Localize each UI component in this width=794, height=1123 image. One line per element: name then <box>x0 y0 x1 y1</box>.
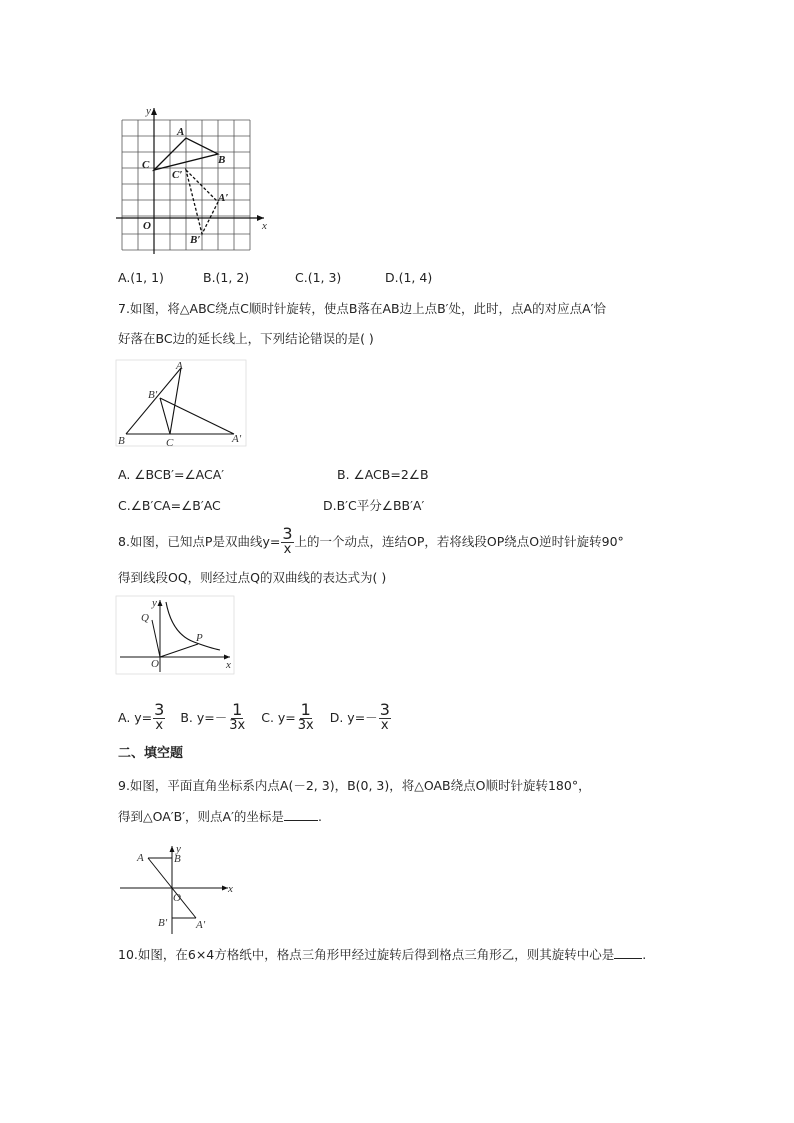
q8-option-a <box>118 702 166 733</box>
q6-label-o: O <box>143 220 151 232</box>
q9-answer-blank[interactable] <box>284 808 318 821</box>
q8-option-d <box>330 702 392 733</box>
q8-option-c-num: 1 <box>300 700 311 719</box>
q8-fraction-num: 3 <box>282 524 293 543</box>
q9-label-b: B <box>174 853 181 865</box>
q6-option-b: B.(1, 2) <box>203 270 250 285</box>
q7-label-c: C <box>166 437 174 449</box>
q8-line1-prefix: 8.如图，已知点P是双曲线y= <box>118 533 281 549</box>
q6-label-b-prime: B′ <box>190 234 201 246</box>
q8-option-c-den: 3x <box>297 718 314 733</box>
q8-line1 <box>118 526 624 557</box>
q9-label-a: A <box>137 852 144 864</box>
q8-option-d-den: x <box>380 718 389 733</box>
q9-label-x: x <box>228 883 233 895</box>
q8-option-a-fraction <box>153 702 165 733</box>
q6-option-a: A.(1, 1) <box>118 270 164 285</box>
q8-line2: 得到线段OQ，则经过点Q的双曲线的表达式为( ) <box>118 570 387 585</box>
q8-line1-suffix: 上的一个动点，连结OP，若将线段OP绕点O逆时针旋转90° <box>294 533 624 549</box>
q6-label-a: A <box>177 126 185 138</box>
q9-coordinate-figure <box>114 842 240 938</box>
q8-fraction <box>281 526 293 557</box>
q8-option-a-num: 3 <box>154 700 165 719</box>
q8-option-a-prefix: A. y= <box>118 709 153 725</box>
q9-label-o: O <box>173 892 181 904</box>
q7-line2: 好落在BC边的延长线上，下列结论错误的是( ) <box>118 331 374 346</box>
q9-label-y: y <box>176 843 181 855</box>
q8-options <box>118 702 392 733</box>
q9-label-a-prime: A′ <box>196 919 206 931</box>
q8-option-c <box>261 702 316 733</box>
q10-answer-blank[interactable] <box>614 946 642 959</box>
q7-triangle-figure <box>114 358 254 450</box>
q8-option-b-den: 3x <box>229 718 246 733</box>
q9-line2-end: . <box>317 809 322 824</box>
q7-option-b: B. ∠ACB=2∠B <box>337 467 429 482</box>
q7-option-c: C.∠B′CA=∠B′AC <box>118 498 221 513</box>
q6-label-b: B <box>218 154 226 166</box>
q9-label-b-prime: B′ <box>158 917 168 929</box>
q8-option-d-num: 3 <box>379 700 390 719</box>
q8-label-o: O <box>151 658 159 670</box>
q6-label-c-prime: C′ <box>172 169 183 181</box>
q8-hyperbola-figure <box>114 594 238 678</box>
q8-option-b-prefix: B. y=－ <box>180 709 228 725</box>
q8-option-a-den: x <box>155 718 164 733</box>
q7-label-b-prime: B′ <box>148 389 158 401</box>
q6-option-d: D.(1, 4) <box>385 270 433 285</box>
q6-label-x: x <box>262 220 267 232</box>
q8-option-b <box>180 702 247 733</box>
q6-label-a-prime: A′ <box>218 192 229 204</box>
q8-option-d-prefix: D. y=－ <box>329 709 378 725</box>
q7-label-a-prime: A′ <box>232 433 242 445</box>
q7-option-d: D.B′C平分∠BB′A′ <box>323 498 425 513</box>
q7-option-a: A. ∠BCB′=∠ACA′ <box>118 467 225 482</box>
q7-label-b: B <box>118 435 125 447</box>
q6-grid-figure <box>112 104 272 256</box>
q6-option-c: C.(1, 3) <box>295 270 342 285</box>
q10-line1-end: . <box>642 947 647 962</box>
q7-line1: 7.如图，将△ABC绕点C顺时针旋转，使点B落在AB边上点B′处，此时，点A的对应点A′恰 <box>118 301 606 316</box>
q8-option-c-fraction <box>297 702 315 733</box>
q9-line2-text: 得到△OA′B′，则点A′的坐标是 <box>118 809 284 824</box>
q6-label-c: C <box>142 159 150 171</box>
q8-option-c-prefix: C. y= <box>261 709 296 725</box>
q8-label-p: P <box>196 632 203 644</box>
q6-label-y: y <box>146 105 151 117</box>
q7-label-a: A <box>176 360 183 372</box>
q8-option-d-fraction <box>379 702 391 733</box>
q8-label-q: Q <box>141 612 149 624</box>
section-heading-fill-in: 二、填空题 <box>118 746 184 761</box>
q10-line1-text: 10.如图，在6×4方格纸中，格点三角形甲经过旋转后得到格点三角形乙，则其旋转中心是 <box>118 947 615 962</box>
q8-label-x: x <box>226 659 231 671</box>
q10-line1 <box>118 946 646 963</box>
q9-line1: 9.如图，平面直角坐标系内点A(－2, 3)，B(0, 3)，将△OAB绕点O顺时针旋转180°， <box>118 778 591 793</box>
q8-label-y: y <box>152 597 157 609</box>
q8-fraction-den: x <box>283 542 292 557</box>
q9-line2 <box>118 808 322 825</box>
q8-option-b-fraction <box>228 702 246 733</box>
q8-option-b-num: 1 <box>232 700 243 719</box>
